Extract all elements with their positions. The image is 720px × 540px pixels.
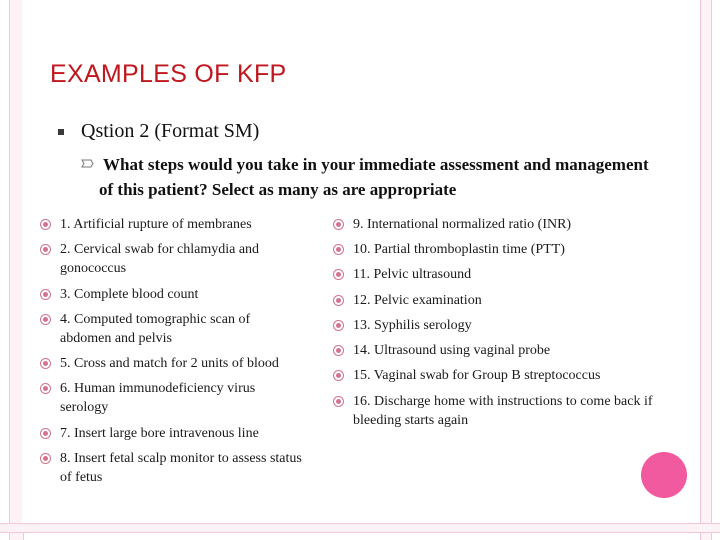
option-item (60, 310, 300, 348)
circle-bullet-icon (40, 314, 51, 325)
circle-bullet-icon (333, 396, 344, 407)
circle-bullet-icon (333, 295, 344, 306)
circle-bullet-icon (40, 383, 51, 394)
circle-bullet-icon (333, 269, 344, 280)
option-label: 4. Computed tomographic scan of abdomen and pelvis (60, 312, 251, 346)
option-label: 7. Insert large bore intravenous line (60, 426, 259, 441)
option-item (353, 392, 658, 430)
circle-bullet-icon (333, 244, 344, 255)
option-item (60, 285, 310, 304)
option-label: 14. Ultrasound using vaginal probe (353, 343, 551, 358)
question-instruction: What steps would you take in your immediate assessment and management of this patient? Select as many as are appropriate (99, 155, 649, 199)
circle-bullet-icon (40, 244, 51, 255)
frame-right-border (700, 0, 712, 540)
circle-bullet-icon (333, 219, 344, 230)
option-label: 5. Cross and match for 2 units of blood (60, 356, 279, 371)
option-item (353, 316, 673, 335)
circle-bullet-icon (333, 320, 344, 331)
option-label: 10. Partial thromboplastin time (PTT) (353, 242, 565, 257)
option-label: 12. Pelvic examination (353, 293, 482, 308)
option-item (353, 341, 673, 360)
option-label: 3. Complete blood count (60, 287, 199, 302)
option-item (353, 366, 673, 385)
option-label: 6. Human immunodeficiency virus serology (60, 381, 256, 415)
option-label: 1. Artificial rupture of membranes (60, 217, 252, 232)
option-item (60, 449, 310, 487)
question-heading: Qstion 2 (Format SM) (81, 120, 260, 142)
option-item (60, 240, 310, 278)
option-item (353, 265, 673, 284)
circle-bullet-icon (40, 289, 51, 300)
frame-bottom-border (0, 523, 720, 533)
circle-bullet-icon (40, 428, 51, 439)
option-item (60, 215, 310, 234)
option-label: 13. Syphilis serology (353, 318, 472, 333)
option-label: 9. International normalized ratio (INR) (353, 217, 572, 232)
square-bullet-icon (58, 129, 64, 135)
option-label: 15. Vaginal swab for Group B streptococcus (353, 368, 601, 383)
decorative-pink-circle (641, 452, 687, 498)
slide-title: EXAMPLES OF KFP (50, 60, 287, 88)
circle-bullet-icon (333, 370, 344, 381)
option-item (60, 354, 320, 373)
option-item (60, 379, 300, 417)
circle-bullet-icon (333, 345, 344, 356)
arrow-bullet-icon (81, 157, 94, 170)
option-item (60, 424, 310, 443)
option-item (353, 240, 673, 259)
option-item (353, 215, 673, 234)
option-label: 11. Pelvic ultrasound (353, 267, 472, 282)
option-label: 2. Cervical swab for chlamydia and gonococcus (60, 242, 260, 276)
option-label: 8. Insert fetal scalp monitor to assess status of fetus (60, 451, 302, 485)
circle-bullet-icon (40, 219, 51, 230)
option-label: 16. Discharge home with instructions to come back if bleeding starts again (353, 394, 653, 428)
option-item (353, 291, 673, 310)
circle-bullet-icon (40, 358, 51, 369)
circle-bullet-icon (40, 453, 51, 464)
